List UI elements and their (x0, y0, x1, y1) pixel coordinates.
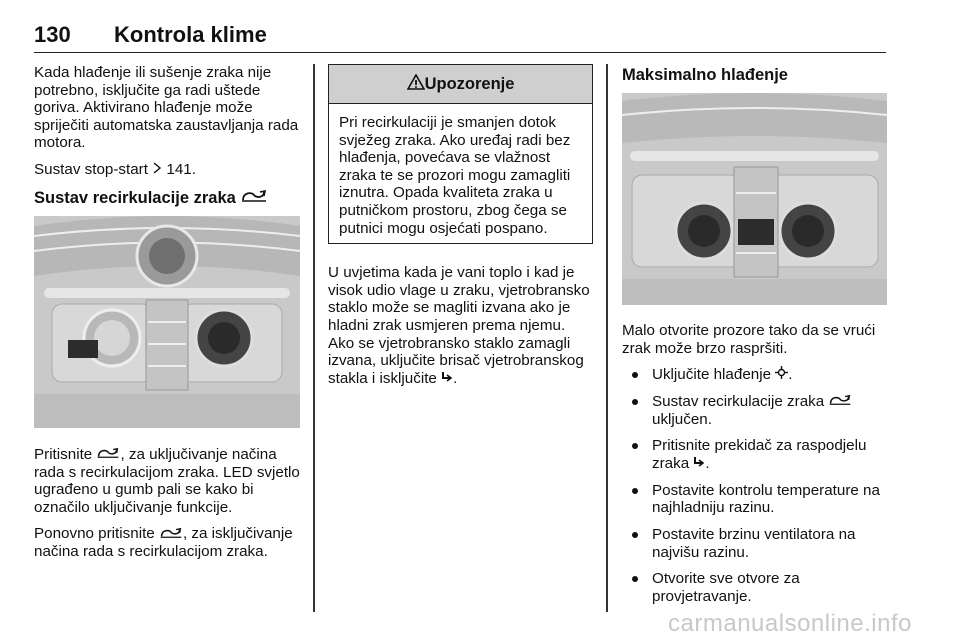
section-heading-max-cooling: Maksimalno hlađenje (622, 66, 788, 84)
paragraph-stop-start: Sustav stop-start 141. (34, 160, 196, 178)
warning-title: Upozorenje (424, 75, 515, 93)
column-divider (313, 64, 315, 612)
list-item: Postavite brzinu ventilatora na najvišu razinu. (622, 526, 887, 561)
list-item: Otvorite sve otvore za provjetravanje. (622, 570, 887, 605)
recirculation-icon (240, 189, 268, 208)
section-heading-recirculation: Sustav recirkulacije zraka (34, 189, 300, 208)
list-item: Pritisnite prekidač za raspodjelu zraka . (622, 437, 887, 472)
air-distribution-windshield-icon (441, 370, 453, 388)
air-distribution-windshield-icon (693, 455, 705, 473)
paragraph-press-again: Ponovno pritisnite , za isključivanje načina rada s recirkulacijom zraka. (34, 525, 293, 561)
warning-triangle-icon (407, 66, 425, 104)
ac-snowflake-icon (775, 366, 788, 384)
paragraph-intro: Malo otvorite prozore tako da se vrući zrak može brzo raspršiti. (622, 322, 876, 357)
climate-panel-photo (34, 216, 300, 428)
paragraph-press-recirc: Pritisnite , za uključivanje načina rada s recirkulacijom zraka. LED svjetlo ugrađeno u gumb pali se kako bi označilo uključivanje funkcije. (34, 445, 300, 516)
page-header (34, 18, 886, 53)
watermark: carmanualsonline.info (668, 610, 912, 637)
bullet-list (622, 366, 887, 605)
climate-panel-photo-max (622, 93, 887, 305)
warning-header (329, 65, 592, 104)
arrow-ref-icon (152, 161, 162, 179)
recirculation-icon (159, 526, 183, 544)
recirculation-icon (96, 446, 120, 464)
column-divider (606, 64, 608, 612)
warning-text: Pri recirkulaciji je smanjen dotok svježeg zraka. Ako uređaj radi bez hlađenja, povećava se vlažnost zraka te se prozori mogu zamagliti iznutra. Opada kvaliteta zraka u putničkom prostoru, zbog čega se putnici mogu osjećati pospano. (339, 114, 571, 237)
page-number: 130 (34, 22, 71, 47)
paragraph: Kada hlađenje ili sušenje zraka nije potrebno, isključite ga radi uštede goriva. Aktivirano hlađenje može spriječiti automatska zaustavljanja rada motora. (34, 64, 299, 152)
column-right (622, 64, 887, 614)
list-item: Postavite kontrolu temperature na najhladniju razinu. (622, 482, 887, 517)
recirculation-icon (828, 393, 852, 411)
paragraph-fogging: U uvjetima kada je vani toplo i kad je visok udio vlage u zraku, vjetrobransko staklo može se magliti izvana ako je hladni zrak usmjeren prema njemu. Ako se vjetrobransko staklo zamagli izvana, uključite brisač vjetrobranskog stakla i isključite . (328, 264, 590, 387)
warning-box (328, 64, 593, 244)
column-left (34, 64, 300, 570)
column-middle (328, 64, 593, 397)
list-item: Sustav recirkulacije zraka uključen. (622, 393, 887, 428)
list-item: Uključite hlađenje . (622, 366, 887, 384)
page-title: Kontrola klime (114, 22, 267, 47)
